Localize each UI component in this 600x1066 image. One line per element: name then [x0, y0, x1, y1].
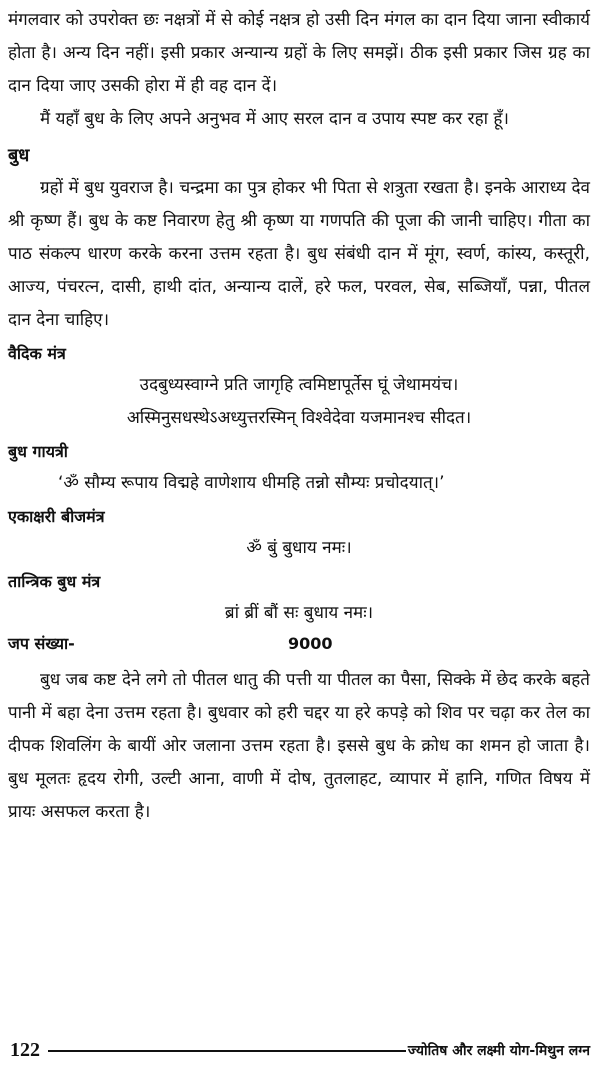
page-footer	[10, 1038, 590, 1062]
vedic-mantra-line-1: उदबुध्यस्वाग्ने प्रति जागृहि त्वमिष्टापूर्तेस घूं जेथामयंच।	[139, 375, 459, 395]
ekakshari-mantra-line: ॐ बुं बुधाय नमः।	[246, 538, 352, 558]
section-heading-ekakshari: एकाक्षरी बीजमंत्र	[8, 507, 105, 526]
budh-paragraph: ग्रहों में बुध युवराज है। चन्द्रमा का पुत्र होकर भी पिता से शत्रुता रखता है। इनके आराध्य देव श्री कृष्ण हैं। बुध के कष्ट निवारण हेतु श्री कृष्ण या गणपति की पूजा की जानी चाहिए। गीता का पाठ संकल्प धारण करके करना उत्तम रहता है। बुध संबंधी दान में मूंग, स्वर्ण, कांस्य, कस्तूरी, आज्य, पंचरत्न, दासी, हाथी दांत, अन्यान्य दालें, हरे फल, परवल, सेब, सब्जियाँ, पन्ना, पीतल दान देना चाहिए।	[8, 178, 590, 330]
jap-sankhya-label: जप संख्या-	[8, 634, 75, 653]
section-heading-vedic-mantra: वैदिक मंत्र	[8, 344, 66, 363]
vedic-mantra-line-2: अस्मिनुसधस्थेऽअध्युत्तरस्मिन् विश्वेदेवा यजमानश्च सीदत।	[126, 408, 472, 428]
jap-sankhya-value: 9000	[288, 634, 333, 653]
section-heading-tantrik: तान्त्रिक बुध मंत्र	[8, 572, 101, 591]
jap-sankhya-row	[8, 632, 590, 664]
page-number: 122	[10, 1038, 40, 1061]
section-heading-budh-gayatri: बुध गायत्री	[8, 442, 68, 461]
intro-paragraph-2: मैं यहाँ बुध के लिए अपने अनुभव में आए सरल दान व उपाय स्पष्ट कर रहा हूँ।	[40, 109, 509, 129]
footer-divider	[48, 1050, 406, 1052]
intro-paragraph-1: मंगलवार को उपरोक्त छः नक्षत्रों में से कोई नक्षत्र हो उसी दिन मंगल का दान दिया जाना स्वीकार्य होता है। अन्य दिन नहीं। इसी प्रकार अन्यान्य ग्रहों के लिए समझें। ठीक इसी प्रकार जिस ग्रह का दान दिया जाए उसकी होरा में ही वह दान दें।	[8, 10, 590, 96]
tantrik-mantra-line: ब्रां ब्रीं बौं सः बुधाय नमः।	[224, 603, 374, 623]
budh-gayatri-line: ‘ॐ सौम्य रूपाय विद्महे वाणेशाय धीमहि तन्नो सौम्यः प्रचोदयात्।’	[58, 473, 445, 493]
remedy-paragraph: बुध जब कष्ट देने लगे तो पीतल धातु की पत्ती या पीतल का पैसा, सिक्के में छेद करके बहते पानी में बहा देना उत्तम रहता है। बुधवार को हरी चद्दर या हरे कपड़े को शिव पर चढ़ा कर तेल का दीपक शिवलिंग के बायीं ओर जलाना उत्तम रहता है। इससे बुध के क्रोध का शमन हो जाता है। बुध मूलतः हृदय रोगी, उल्टी आना, वाणी में दोष, तुतलाहट, व्यापार में हानि, गणित विषय में प्रायः असफल करता है।	[8, 670, 590, 822]
section-heading-budh: बुध	[8, 145, 30, 166]
book-title: ज्योतिष और लक्ष्मी योग-मिथुन लग्न	[407, 1042, 590, 1059]
